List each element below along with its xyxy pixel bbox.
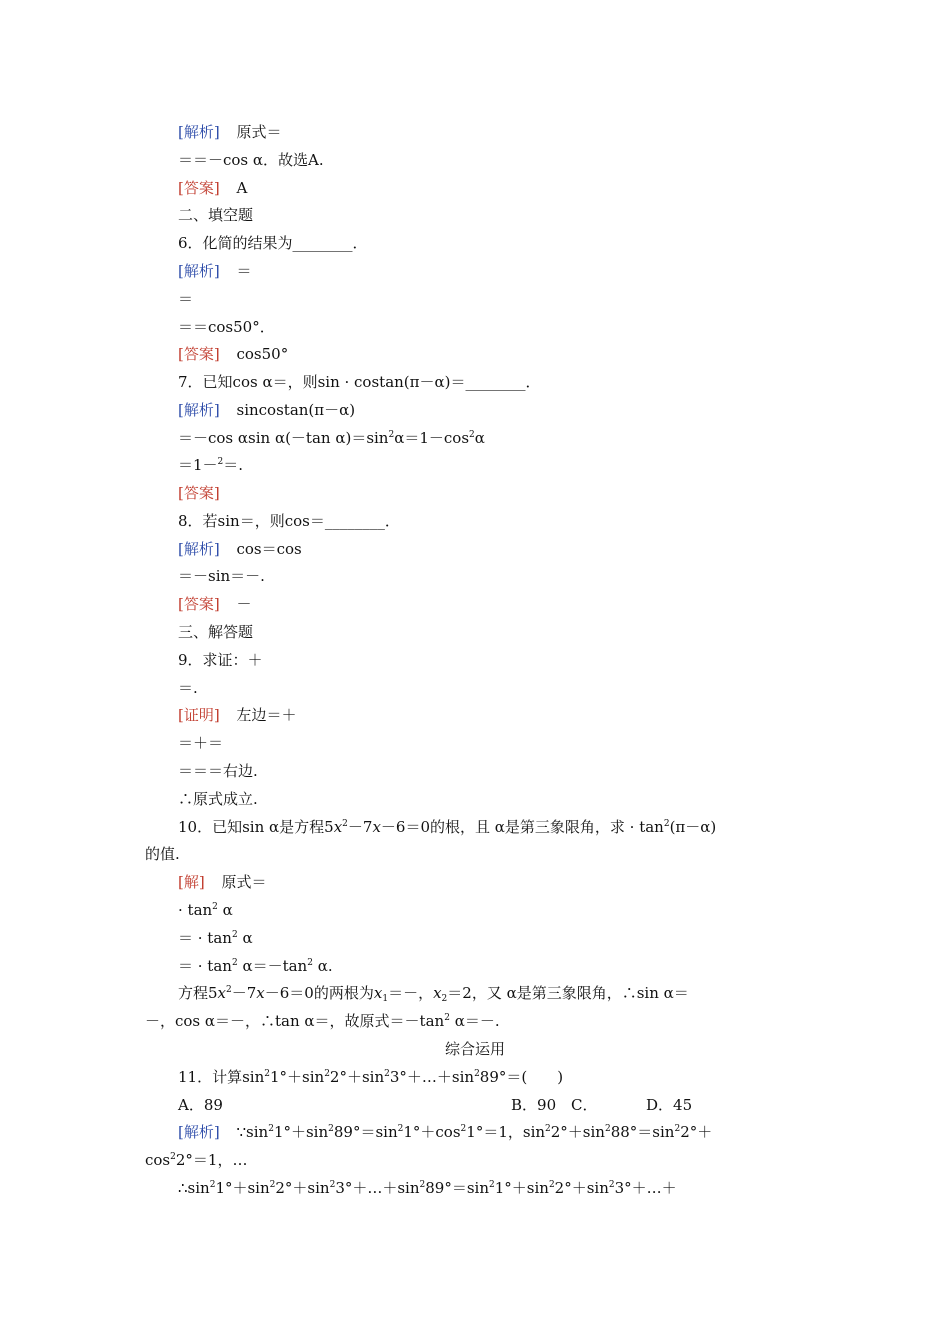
section-heading-fill-blank: 二、填空题 [178, 206, 254, 224]
text-run: 2°＝1，… [175, 1151, 248, 1169]
answer-value: － [236, 595, 252, 613]
superscript: 2 [231, 930, 238, 940]
superscript: 2 [608, 1180, 615, 1190]
line-solution-10 [178, 872, 267, 892]
superscript: 2 [264, 1069, 270, 1079]
question-10 [178, 817, 716, 837]
text-run: 方程5 [178, 984, 218, 1002]
line-text [178, 1178, 677, 1198]
text-run: α [474, 429, 485, 447]
superscript: 2 [329, 1180, 336, 1190]
line-text: sincostan(π－α) [236, 401, 356, 419]
line-text: ＝＝＝右边. [178, 762, 258, 780]
line-answer-6 [178, 344, 288, 364]
superscript: 2 [269, 1180, 276, 1190]
line-text: ＝＝cos50°． [178, 318, 275, 336]
line-text [145, 1150, 247, 1170]
line-text [145, 1011, 500, 1031]
text-run: ＝2，又 α是第三象限角，∴sin α＝ [447, 984, 689, 1002]
superscript: 2 [268, 1124, 274, 1134]
line-text: ＝. [178, 679, 198, 697]
text-run: 3°＋…＋sin [389, 1068, 475, 1086]
superscript: 2 [307, 958, 313, 968]
text-run: ∴sin [178, 1179, 210, 1197]
superscript: 2 [209, 1180, 216, 1190]
line-text [237, 1123, 713, 1141]
analysis-tag: [解析] [178, 540, 220, 558]
superscript: 2 [469, 430, 475, 440]
question-11 [178, 1067, 563, 1087]
superscript: 2 [474, 1069, 480, 1079]
superscript: 2 [397, 1124, 404, 1134]
proof-tag: [证明] [178, 706, 220, 724]
text-run: 1°＋cos [403, 1123, 461, 1141]
text-run: α＝－. [449, 1012, 500, 1030]
text-run: α＝1－cos [394, 429, 470, 447]
text-run: 11．计算sin [178, 1068, 265, 1086]
superscript: 2 [212, 902, 218, 912]
text-run: 2°＋sin [554, 1179, 609, 1197]
line-text: ＝＝－cos α．故选A. [178, 151, 324, 169]
text-run: 2°＋sin [329, 1068, 385, 1086]
text-run: 1°＋sin [494, 1179, 549, 1197]
text-run: ＝－， [388, 984, 434, 1002]
text-run: 88°＝sin [610, 1123, 675, 1141]
line-text [178, 956, 333, 976]
text-run: 89°＝sin [333, 1123, 398, 1141]
superscript: 2 [444, 1013, 450, 1023]
line-text: ＝－sin＝－. [178, 567, 265, 585]
superscript: 2 [419, 1180, 426, 1190]
text-run: (π－α) [669, 818, 717, 836]
analysis-tag: [解析] [178, 262, 220, 280]
text-run: 2°＋ [680, 1123, 713, 1141]
superscript: 2 [388, 430, 395, 440]
line-text: cos＝cos [236, 540, 302, 558]
line-analysis-5 [178, 122, 282, 142]
text-run: 89°＝sin [425, 1179, 489, 1197]
option-a: A．89 [178, 1096, 223, 1114]
analysis-tag: [解析] [178, 123, 220, 141]
line-text: ＝ [178, 290, 194, 308]
line-text: ∴原式成立. [178, 790, 258, 808]
line-answer-7 [178, 483, 220, 503]
superscript: 2 [328, 1124, 334, 1134]
answer-value: A [236, 179, 248, 197]
text-run: α＝－tan [237, 957, 308, 975]
text-run: 3°＋…＋sin [335, 1179, 420, 1197]
line-answer-5 [178, 178, 247, 198]
superscript: 2 [548, 1180, 555, 1190]
superscript: 2 [545, 1124, 551, 1134]
answer-value: cos50° [236, 345, 289, 363]
answer-tag: [答案] [178, 345, 220, 363]
line-text: 原式＝ [221, 873, 267, 891]
line-text [178, 428, 485, 448]
variable-x: x [433, 984, 442, 1002]
subscript: 1 [382, 994, 389, 1004]
subscript: 2 [441, 994, 448, 1004]
line-text: 的值. [145, 845, 180, 863]
variable-x: x [372, 818, 381, 836]
analysis-tag: [解析] [178, 1123, 220, 1141]
analysis-tag: [解析] [178, 401, 220, 419]
text-run: 2°＋sin [275, 1179, 330, 1197]
superscript: 2 [604, 1124, 611, 1134]
text-run: · tan [178, 901, 213, 919]
superscript: 2 [342, 819, 348, 829]
line-text: ＝＋＝ [178, 734, 224, 752]
text-run: －7 [347, 818, 373, 836]
section-heading-comprehensive: 综合运用 [444, 1040, 505, 1058]
text-run: －7 [231, 984, 257, 1002]
text-run: ＝ · tan [178, 957, 232, 975]
answer-tag: [答案] [178, 179, 220, 197]
superscript: 2 [489, 1180, 495, 1190]
text-run: 1°＋sin [273, 1123, 329, 1141]
text-run: 1°＝1，sin [466, 1123, 546, 1141]
superscript: 2 [674, 1124, 681, 1134]
text-run: ∵sin [236, 1123, 269, 1141]
text-run: α [217, 901, 233, 919]
solution-tag: [解] [178, 873, 205, 891]
answer-tag: [答案] [178, 484, 220, 502]
text-run: 1°＋sin [269, 1068, 325, 1086]
line-text [178, 928, 253, 948]
option-d: D．45 [646, 1096, 693, 1114]
text-run: ＝－cos αsin α(－tan α)＝sin [178, 429, 389, 447]
question-9: 9．求证：＋ [178, 651, 263, 669]
text-run: cos [145, 1151, 171, 1169]
text-run: α. [312, 957, 333, 975]
text-run: －，cos α＝－，∴tan α＝，故原式＝－tan [145, 1012, 445, 1030]
superscript: 2 [663, 819, 670, 829]
superscript: 2 [460, 1124, 467, 1134]
text-run: α [237, 929, 253, 947]
line-analysis-11 [178, 1122, 712, 1142]
text-run: －6＝0的两根为 [264, 984, 374, 1002]
text-run: 2°＋sin [550, 1123, 605, 1141]
question-7: 7．已知cos α＝，则sin · costan(π－α)＝________． [178, 373, 541, 391]
superscript: 2 [217, 457, 224, 467]
line-analysis-7 [178, 400, 355, 420]
question-8: 8．若sin＝，则cos＝________． [178, 512, 400, 530]
superscript: 2 [231, 958, 238, 968]
text-run: ＝1－ [178, 456, 218, 474]
variable-x: x [217, 984, 227, 1002]
line-text: 原式＝ [236, 123, 282, 141]
section-heading-solve: 三、解答题 [178, 623, 254, 641]
text-run: －6＝0的根，且 α是第三象限角，求 · tan [380, 818, 664, 836]
line-text: ＝ [236, 262, 252, 280]
text-run: 1°＋sin [215, 1179, 270, 1197]
superscript: 2 [170, 1152, 176, 1162]
line-analysis-6 [178, 261, 252, 281]
text-run: 89°＝( ) [479, 1068, 564, 1086]
variable-x: x [373, 984, 383, 1002]
answer-tag: [答案] [178, 595, 220, 613]
line-text [178, 983, 689, 1003]
line-text: 左边＝＋ [236, 706, 297, 724]
question-6: 6．化简的结果为________． [178, 234, 368, 252]
option-b: B．90 [511, 1096, 557, 1114]
variable-x: x [256, 984, 265, 1002]
text-run: ＝. [223, 456, 244, 474]
line-proof-9 [178, 705, 297, 725]
variable-x: x [333, 818, 343, 836]
option-c: C． [571, 1096, 598, 1114]
text-run: 3°＋…＋ [614, 1179, 677, 1197]
superscript: 2 [384, 1069, 390, 1079]
superscript: 2 [226, 985, 232, 995]
line-text [178, 900, 233, 920]
line-text [178, 455, 243, 475]
line-analysis-8 [178, 539, 302, 559]
superscript: 2 [324, 1069, 330, 1079]
line-answer-8 [178, 594, 252, 614]
text-run: 10．已知sin α是方程5 [178, 818, 334, 836]
text-run: ＝ · tan [178, 929, 232, 947]
